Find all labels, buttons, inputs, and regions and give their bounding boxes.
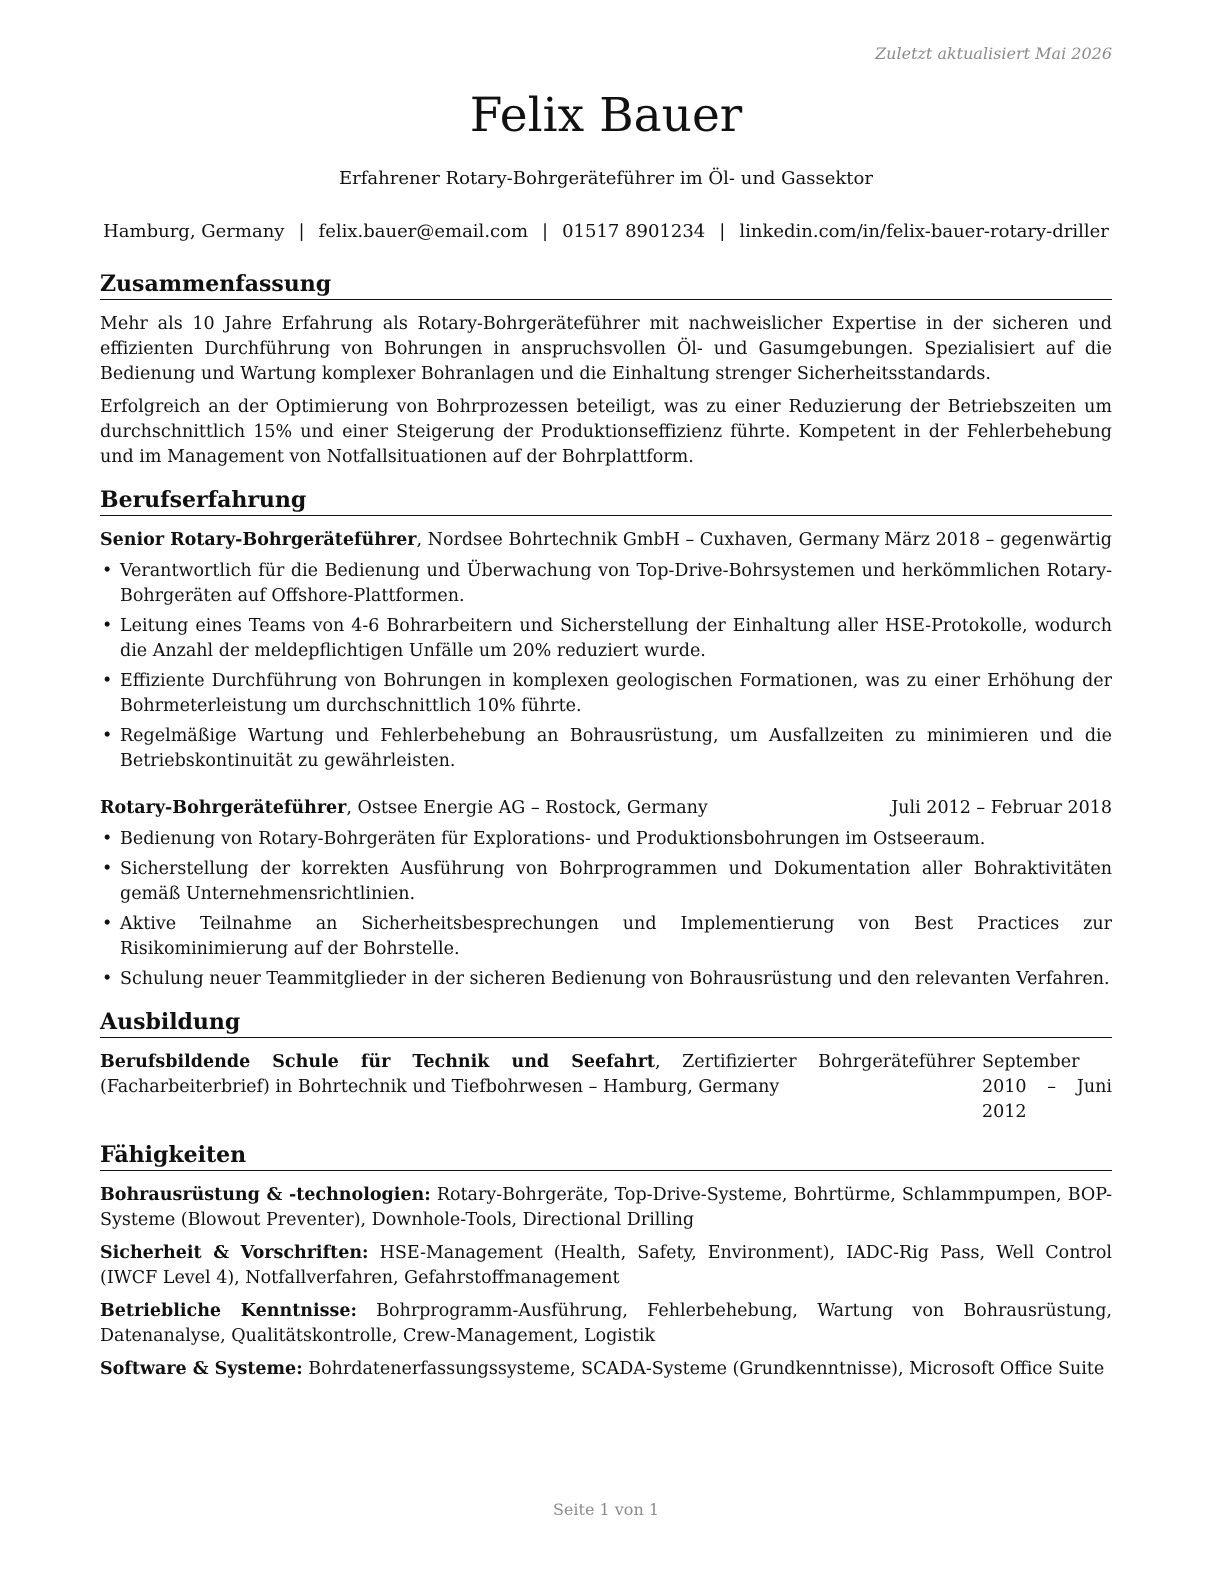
job-bullet: • Sicherstellung der korrekten Ausführung von Bohrprogrammen und Dokumentation aller Bohraktivitäten gemäß Unternehmensrichtlinien. [100,857,1112,907]
job-title-line [100,528,880,553]
summary-paragraph: Mehr als 10 Jahre Erfahrung als Rotary-Bohrgeräteführer mit nachweislicher Expertise in der sicheren und effizienten Durchführung von Bohrungen in anspruchsvollen Öl- und Gasumgebungen. Spezialisiert auf die Bedienung und Wartung komplexer Bohranlagen und die Einhaltung strenger Sicherheitsstandards. [100,314,1112,384]
section-heading-education: Ausbildung [100,1008,1112,1038]
job-bullet: • Regelmäßige Wartung und Fehlerbehebung an Bohrausrüstung, um Ausfallzeiten zu minimieren und die Betriebskontinuität zu gewährleisten. [100,724,1112,774]
job-role: Rotary-Bohrgeräteführer [100,798,347,818]
contact-separator: | [298,221,305,242]
job-header [100,528,1112,553]
job-bullets [100,559,1112,774]
summary-paragraph: Erfolgreich an der Optimierung von Bohrprozessen beteiligt, was zu einer Reduzierung der Betriebszeiten um durchschnittlich 15% und einer Steigerung der Produktionseffizienz führte. Kompetent in der Fehlerbehebung und im Management von Notfallsituationen auf der Bohrplattform. [100,397,1112,467]
education-dates: September 2010 – Juni 2012 [982,1052,1112,1122]
job-company: , Nordsee Bohrtechnik GmbH – Cuxhaven, Germany [416,530,880,550]
skill-label: Betriebliche Kenntnisse: [100,1301,357,1321]
skill-row [100,1357,1112,1382]
education-details [100,1050,975,1125]
skill-text: Bohrdatenerfassungssysteme, SCADA-Systeme (Grundkenntnisse), Microsoft Office Suite [302,1359,1105,1379]
job-bullet: • Leitung eines Teams von 4-6 Bohrarbeitern und Sicherstellung der Einhaltung aller HSE-Protokolle, wodurch die Anzahl der meldepflichtigen Unfälle um 20% reduziert wurde. [100,614,1112,664]
job-title-line [100,796,708,821]
last-updated: Zuletzt aktualisiert Mai 2026 [875,44,1112,63]
contact-email[interactable]: felix.bauer@email.com [318,221,529,242]
education-entry [100,1050,1112,1125]
contact-phone: 01517 8901234 [562,221,706,242]
candidate-tagline: Erfahrener Rotary-Bohrgeräteführer im Öl- und Gassektor [339,168,873,189]
skill-text: HSE-Management (Health, Safety, Environment), IADC-Rig Pass, Well Control (IWCF Level 4), Notfallverfahren, Gefahrstoffmanagement [100,1243,1112,1288]
job-bullets [100,827,1112,992]
page-number: Seite 1 von 1 [552,1500,660,1519]
job-dates: Juli 2012 – Februar 2018 [891,798,1112,818]
job-dates: März 2018 – gegenwärtig [884,530,1112,550]
job-bullet: • Verantwortlich für die Bedienung und Überwachung von Top-Drive-Bohrsystemen und herkömmlichen Rotary-Bohrgeräten auf Offshore-Plattformen. [100,559,1112,609]
skill-label: Bohrausrüstung & -technologien: [100,1185,431,1205]
education-degree: , Zertifizierter Bohrgeräteführer (Facharbeiterbrief) in Bohrtechnik und Tiefbohrwesen – Hamburg, Germany [100,1052,975,1097]
skill-text: Rotary-Bohrgeräte, Top-Drive-Systeme, Bohrtürme, Schlammpumpen, BOP-Systeme (Blowout Preventer), Downhole-Tools, Directional Drilling [100,1185,1112,1230]
contact-line [100,219,1112,245]
skill-text: Bohrprogramm-Ausführung, Fehlerbehebung, Wartung von Bohrausrüstung, Datenanalyse, Qualitätskontrolle, Crew-Management, Logistik [100,1301,1112,1346]
skill-label: Sicherheit & Vorschriften: [100,1243,369,1263]
job-header [100,796,1112,821]
contact-linkedin[interactable]: linkedin.com/in/felix-bauer-rotary-driller [739,221,1109,242]
contact-location: Hamburg, Germany [103,221,285,242]
candidate-name: Felix Bauer [469,88,743,143]
experience-section [100,486,1112,992]
education-section [100,1008,1112,1125]
skill-row [100,1299,1112,1349]
summary-section [100,270,1112,470]
resume-content [100,270,1112,1398]
job-bullet: • Aktive Teilnahme an Sicherheitsbesprechungen und Implementierung von Best Practices zur Risikominimierung auf der Bohrstelle. [100,912,1112,962]
job-bullet: • Schulung neuer Teammitglieder in der sicheren Bedienung von Bohrausrüstung und den relevanten Verfahren. [100,967,1112,992]
contact-separator: | [542,221,549,242]
resume-page [100,0,1112,1584]
section-heading-experience: Berufserfahrung [100,486,1112,516]
skill-label: Software & Systeme: [100,1359,303,1379]
job-bullet: • Bedienung von Rotary-Bohrgeräten für Explorations- und Produktionsbohrungen im Ostseeraum. [100,827,1112,852]
skill-row [100,1241,1112,1291]
job-company: , Ostsee Energie AG – Rostock, Germany [346,798,708,818]
contact-separator: | [719,221,726,242]
section-heading-summary: Zusammenfassung [100,270,1112,300]
education-school: Berufsbildende Schule für Technik und Seefahrt [100,1052,656,1072]
job-bullet: • Effiziente Durchführung von Bohrungen in komplexen geologischen Formationen, was zu einer Erhöhung der Bohrmeterleistung um durchschnittlich 10% führte. [100,669,1112,719]
section-heading-skills: Fähigkeiten [100,1141,1112,1171]
skill-row [100,1183,1112,1233]
skills-section [100,1141,1112,1382]
job-role: Senior Rotary-Bohrgeräteführer [100,530,417,550]
